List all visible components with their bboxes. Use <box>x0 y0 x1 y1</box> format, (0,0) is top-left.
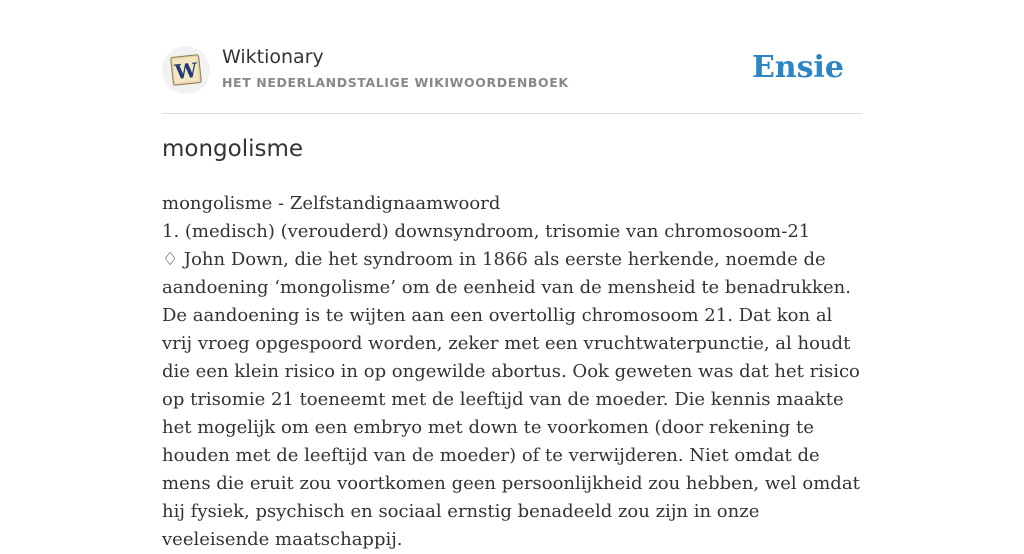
site-header <box>162 0 862 114</box>
page-title: mongolisme <box>162 136 304 162</box>
word-class-line: mongolisme - Zelfstandignaamwoord <box>162 193 501 214</box>
sense-line: 1. (medisch) (verouderd) downsyndroom, trisomie van chromosoom-21 <box>162 221 811 242</box>
svg-text:W: W <box>173 57 199 85</box>
definition-body <box>162 190 862 554</box>
example-paragraph: ♢ John Down, die het syndroom in 1866 als eerste herkende, noemde de aandoening ‘mongolisme’ om de eenheid van de mensheid te benadrukken. De aandoening is te wijten aan een overtollig chromosoom 21. Dat kon al vrij vroeg opgespoord worden, zeker met een vruchtwaterpunctie, al houdt die een klein risico in op ongewilde abortus. Ook geweten was dat het risico op trisomie 21 toeneemt met de leeftijd van de moeder. Die kennis maakte het mogelijk om een embryo met down te voorkomen (door rekening te houden met de leeftijd van de moeder) of te verwijderen. Niet omdat de mens die eruit zou voortkomen geen persoonlijkheid zou hebben, wel omdat hij fysiek, psychisch en sociaal ernstig benadeeld zou zijn in onze veeleisende maatschappij. <box>162 249 860 550</box>
logo-tile-graphic <box>166 50 206 90</box>
site-tagline: HET NEDERLANDSTALIGE WIKIWOORDENBOEK <box>222 75 569 90</box>
site-name[interactable]: Wiktionary <box>222 46 324 68</box>
ensie-brand-link[interactable]: Ensie <box>751 50 844 85</box>
wiktionary-logo-icon[interactable] <box>162 46 210 94</box>
entry-card <box>162 0 862 550</box>
